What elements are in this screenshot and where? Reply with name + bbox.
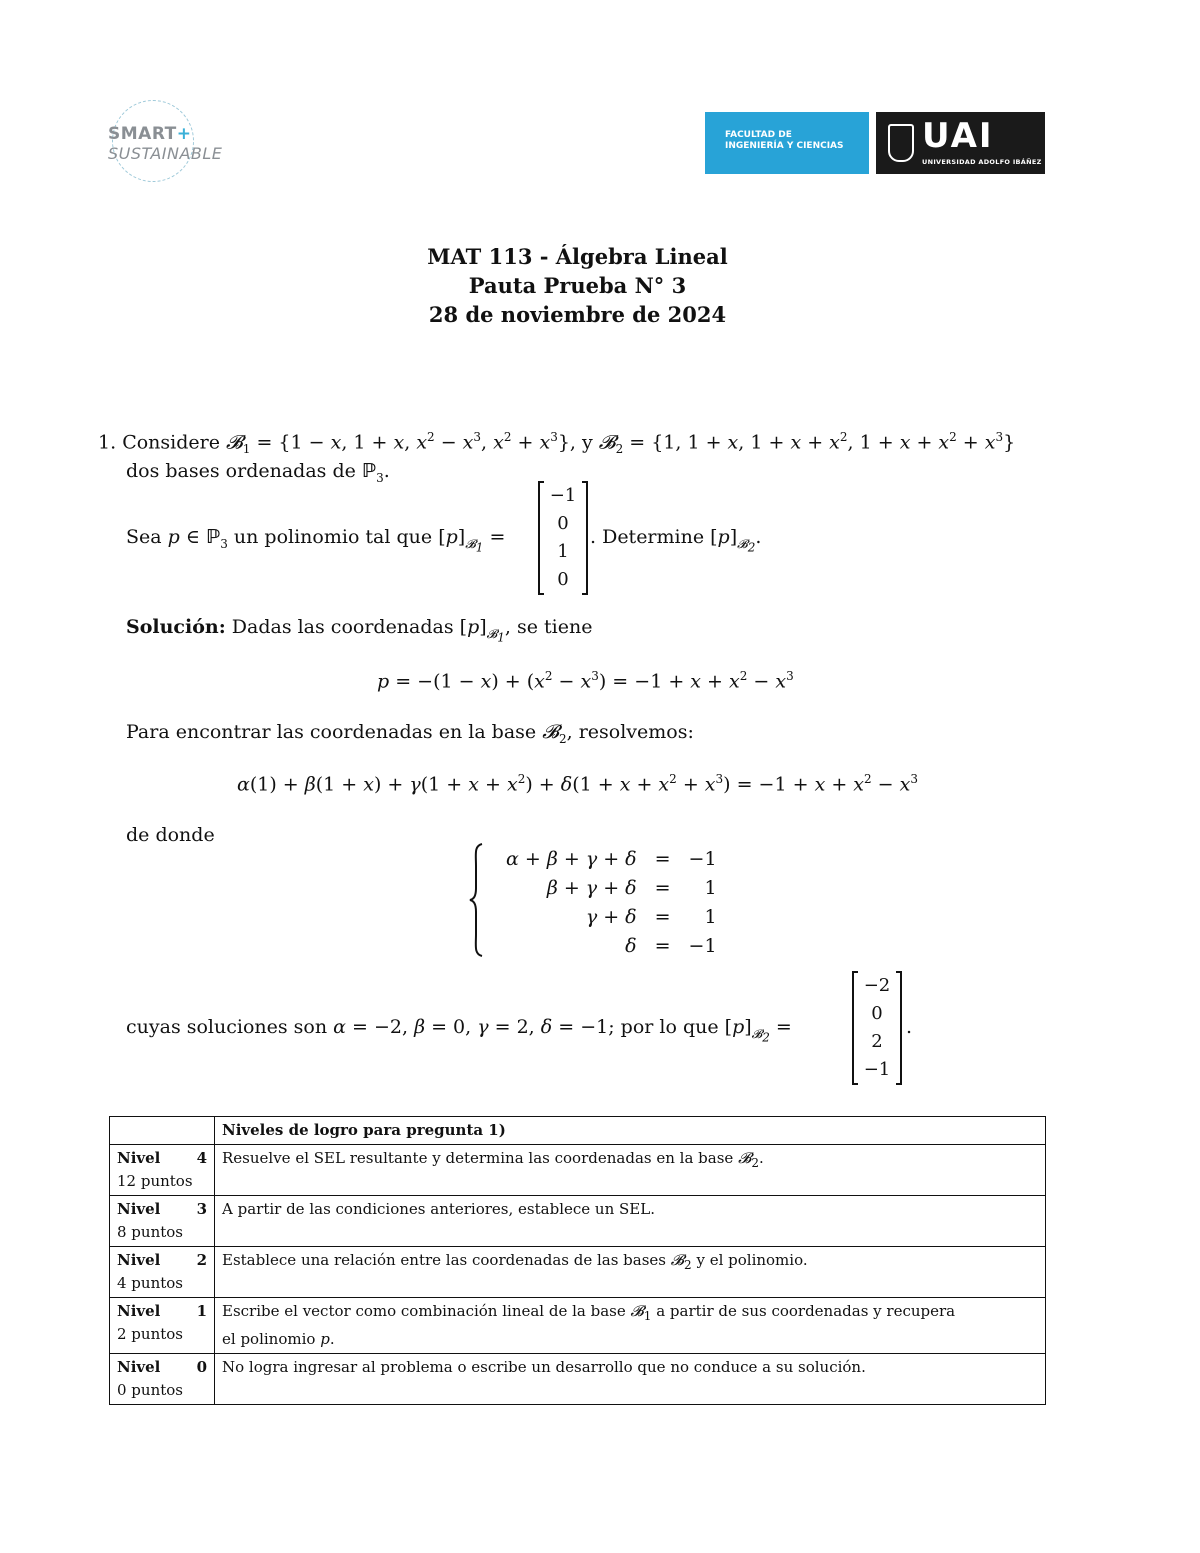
- level-label: Nivel: [117, 1302, 161, 1320]
- matrix-entry: 1: [557, 541, 569, 562]
- university-name: UNIVERSIDAD ADOLFO IBÁÑEZ: [922, 158, 1042, 166]
- rubric-row: [110, 1247, 1046, 1298]
- equation-system: [502, 844, 721, 960]
- statement-line2-text: dos bases ordenadas de: [126, 460, 356, 482]
- linear-combination-equation: $\alpha(1) + \beta(1 + x) + \gamma(1 + x + x^2) + \delta(1 + x + x^2 + x^3) = -1 + x + x^2 - x^3$: [237, 772, 918, 796]
- p-definition: Sea p ∈ ℙ$_3$ un polinomio tal que $[p]_{𝓑_1}$ =: [126, 526, 506, 555]
- level-cell: [110, 1247, 215, 1298]
- problem-number: 1.: [98, 431, 117, 454]
- system-rhs: 1: [704, 876, 717, 899]
- left-brace-icon: [468, 842, 484, 958]
- level-description: Establece una relación entre las coordenadas de las bases 𝓑$_2$ y el polinomio.: [215, 1247, 1046, 1298]
- statement-and: y: [582, 431, 593, 454]
- level-desc-line2: el polinomio: [222, 1330, 316, 1348]
- level-description: [215, 1196, 1046, 1247]
- statement-intro: Considere: [122, 431, 220, 454]
- rubric-table: [109, 1116, 1046, 1405]
- level-cell: [110, 1298, 215, 1354]
- solution-line1-end: , se tiene: [504, 616, 593, 638]
- level-number: 1: [196, 1302, 207, 1320]
- system-lhs: δ: [625, 934, 637, 957]
- coords-b1-matrix: [538, 482, 588, 594]
- matrix-entry: 0: [557, 569, 569, 590]
- rubric-header-row: [110, 1117, 1046, 1145]
- level-label: Nivel: [117, 1251, 161, 1269]
- rubric-row: [110, 1354, 1046, 1405]
- p-mid: un polinomio tal que: [233, 526, 433, 548]
- determine-label: . Determine: [590, 526, 705, 548]
- matrix-entry: −1: [549, 485, 577, 506]
- rubric-row: [110, 1145, 1046, 1196]
- system-row: [502, 931, 721, 960]
- solution-label: Solución:: [126, 616, 226, 638]
- solution-intro: Solución: Dadas las coordenadas $[p]_{𝓑_1}$, se tiene: [126, 616, 593, 645]
- level-number: 2: [196, 1251, 207, 1269]
- matrix-entry: −2: [863, 975, 891, 996]
- faculty-line1: FACULTAD DE: [725, 130, 792, 140]
- faculty-logo: [705, 112, 869, 174]
- level-cell: [110, 1354, 215, 1405]
- system-lhs: β + γ + δ: [546, 876, 637, 899]
- level-desc-text: Resuelve el SEL resultante y determina las coordenadas en la base: [222, 1149, 734, 1167]
- level-cell: [110, 1145, 215, 1196]
- level-label: Nivel: [117, 1200, 161, 1218]
- level-cell: [110, 1196, 215, 1247]
- matrix-entry: 0: [557, 513, 569, 534]
- rubric-row: [110, 1298, 1046, 1354]
- level-label: Nivel: [117, 1149, 161, 1167]
- level-points: 12 puntos: [117, 1172, 193, 1190]
- uai-logo: [876, 112, 1045, 174]
- level-description: [215, 1354, 1046, 1405]
- statement-line2: dos bases ordenadas de ℙ$_3$.: [126, 460, 390, 485]
- level-desc-text: No logra ingresar al problema o escribe un desarrollo que no conduce a su solución.: [222, 1358, 866, 1376]
- system-lhs: α + β + γ + δ: [506, 847, 637, 870]
- level-description: Resuelve el SEL resultante y determina las coordenadas en la base 𝓑$_2$.: [215, 1145, 1046, 1196]
- system-lhs: γ + δ: [585, 905, 637, 928]
- rubric-header: [215, 1117, 1046, 1145]
- para-text: Para encontrar las coordenadas en la base 𝓑$_2$, resolvemos:: [126, 721, 694, 746]
- level-points: 2 puntos: [117, 1325, 183, 1343]
- exam-date: 28 de noviembre de 2024: [428, 302, 727, 327]
- level-number: 3: [196, 1200, 207, 1218]
- matrix-entry: −1: [863, 1059, 891, 1080]
- level-desc-text: A partir de las condiciones anteriores, establece un SEL.: [222, 1200, 655, 1218]
- smart-sustainable-logo: [104, 100, 223, 184]
- exam-title: Pauta Prueba N° 3: [468, 273, 687, 298]
- course-title: MAT 113 - Álgebra Lineal: [427, 244, 728, 269]
- problem-statement: 1. Considere 𝓑$_1$ = {1 − x, 1 + x, $x^2 - x^3$, $x^2 + x^3$}, y 𝓑$_2$ = {1, 1 + x, $1 + x + x^2$, $1 + x + x^2 + x^3$}: [98, 430, 1016, 457]
- rubric-header-text: Niveles de logro para pregunta 1): [222, 1121, 506, 1139]
- level-desc-text: Escribe el vector como combinación lineal de la base: [222, 1302, 626, 1320]
- level-label: Nivel: [117, 1358, 161, 1376]
- conclusion-line: cuyas soluciones son: [126, 1016, 328, 1038]
- para-line: Para encontrar las coordenadas en la base: [126, 721, 537, 743]
- equals-sign: =: [654, 876, 671, 899]
- solution-line1: Dadas las coordenadas: [231, 616, 454, 638]
- system-row: [502, 844, 721, 873]
- para-end: , resolvemos:: [566, 721, 694, 743]
- logo-text-sustainable: SUSTAINABLE: [108, 144, 223, 163]
- system-row: [502, 873, 721, 902]
- conclusion-mid: ; por lo que: [608, 1016, 719, 1038]
- uai-mark: UAI: [922, 116, 994, 156]
- matrix-entry: 2: [871, 1031, 883, 1052]
- de-donde: de donde: [126, 824, 215, 846]
- conclusion-text: cuyas soluciones son α = −2, β = 0, γ = 2, δ = −1; por lo que $[p]_{𝓑_2}$ =: [126, 1016, 792, 1045]
- system-rhs: −1: [688, 934, 717, 957]
- polynomial-equation: $p = -(1 - x) + (x^2 - x^3) = -1 + x + x^2 - x^3$: [377, 669, 794, 693]
- level-desc-end: y el polinomio.: [696, 1251, 808, 1269]
- rubric-row: [110, 1196, 1046, 1247]
- coords-b2-matrix: [852, 972, 902, 1084]
- matrix-entry: 0: [871, 1003, 883, 1024]
- level-points: 0 puntos: [117, 1381, 183, 1399]
- final-period: .: [906, 1016, 913, 1038]
- level-desc-end: a partir de sus coordenadas y recupera: [656, 1302, 956, 1320]
- level-number: 4: [196, 1149, 207, 1167]
- crest-icon: [888, 124, 914, 162]
- system-rhs: 1: [704, 905, 717, 928]
- p-intro: Sea: [126, 526, 162, 548]
- equals-sign: =: [654, 905, 671, 928]
- level-points: 4 puntos: [117, 1274, 183, 1292]
- system-rhs: −1: [688, 847, 717, 870]
- system-row: [502, 902, 721, 931]
- rubric-corner: [110, 1117, 215, 1145]
- level-points: 8 puntos: [117, 1223, 183, 1241]
- level-number: 0: [196, 1358, 207, 1376]
- faculty-line2: INGENIERÍA Y CIENCIAS: [725, 141, 844, 151]
- equals-sign: =: [654, 934, 671, 957]
- level-desc-text: Establece una relación entre las coordenadas de las bases: [222, 1251, 667, 1269]
- equals-sign: =: [654, 847, 671, 870]
- determine-text: . Determine $[p]_{𝓑_2}$.: [590, 526, 762, 555]
- level-description: Escribe el vector como combinación lineal de la base 𝓑$_1$ a partir de sus coordenadas y recupera el polinomio p.: [215, 1298, 1046, 1354]
- logo-text-smart: SMART+: [108, 124, 192, 144]
